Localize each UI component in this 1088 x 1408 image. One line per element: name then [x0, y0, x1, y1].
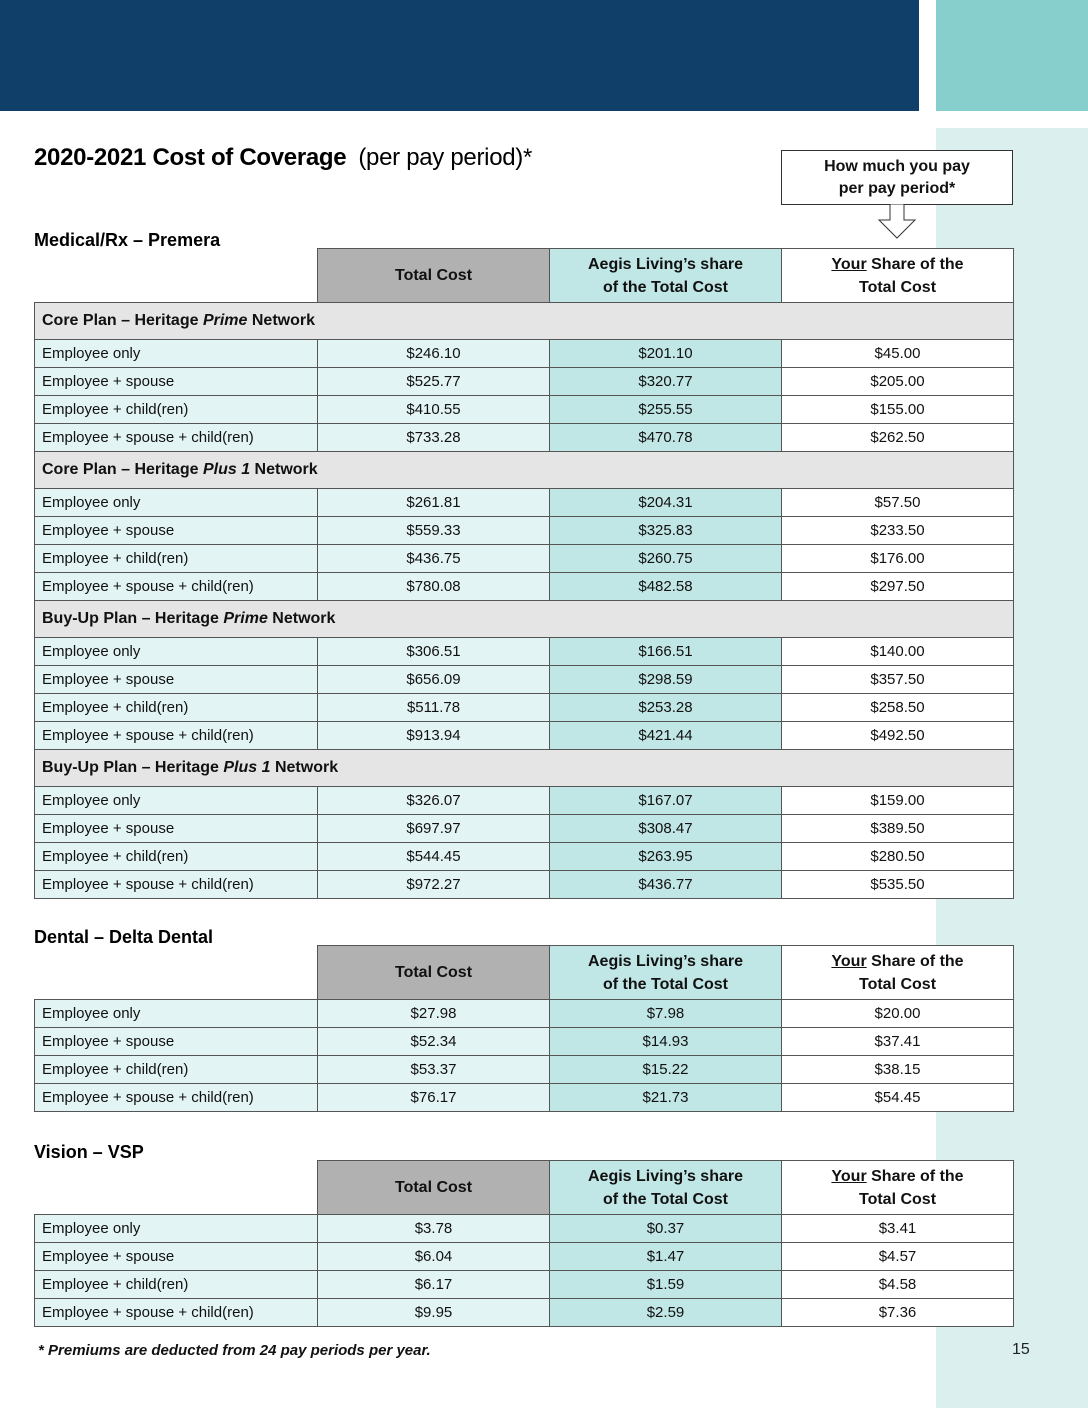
table-row — [35, 666, 1014, 694]
column-header-aegis: Aegis Living’s share of the Total Cost — [550, 1161, 782, 1215]
dental-cost-table — [34, 945, 1014, 1112]
coverage-tier-cell: Employee + spouse — [35, 666, 318, 694]
total-cost-cell: $697.97 — [318, 815, 550, 843]
total-cost-cell: $656.09 — [318, 666, 550, 694]
your-share-cell: $4.58 — [782, 1271, 1014, 1299]
plan-group-label: Buy-Up Plan – Heritage Prime Network — [35, 601, 1014, 638]
your-share-cell: $38.15 — [782, 1056, 1014, 1084]
coverage-tier-cell: Employee + child(ren) — [35, 1056, 318, 1084]
your-share-cell: $280.50 — [782, 843, 1014, 871]
your-share-cell: $535.50 — [782, 871, 1014, 899]
section-label-dental: Dental – Delta Dental — [34, 927, 214, 947]
your-share-cell: $37.41 — [782, 1028, 1014, 1056]
aegis-share-cell: $436.77 — [550, 871, 782, 899]
table-row — [35, 1000, 1014, 1028]
aegis-share-cell: $421.44 — [550, 722, 782, 750]
coverage-tier-cell: Employee only — [35, 340, 318, 368]
aegis-share-cell: $201.10 — [550, 340, 782, 368]
aegis-share-cell: $298.59 — [550, 666, 782, 694]
table-row — [35, 517, 1014, 545]
coverage-tier-cell: Employee + spouse + child(ren) — [35, 424, 318, 452]
header-blank — [35, 946, 318, 1000]
total-cost-cell: $6.04 — [318, 1243, 550, 1271]
column-header-aegis: Aegis Living’s share of the Total Cost — [550, 946, 782, 1000]
page-title-qualifier: (per pay period)* — [358, 144, 533, 171]
your-share-cell: $54.45 — [782, 1084, 1014, 1112]
aegis-share-cell: $1.47 — [550, 1243, 782, 1271]
column-header-your: Your Share of the Total Cost — [782, 1161, 1014, 1215]
aegis-share-cell: $15.22 — [550, 1056, 782, 1084]
plan-group-row — [35, 452, 1014, 489]
your-share-cell: $233.50 — [782, 517, 1014, 545]
your-share-cell: $258.50 — [782, 694, 1014, 722]
table-row — [35, 1271, 1014, 1299]
table-row — [35, 722, 1014, 750]
total-cost-cell: $544.45 — [318, 843, 550, 871]
coverage-tier-cell: Employee + child(ren) — [35, 545, 318, 573]
table-row — [35, 815, 1014, 843]
total-cost-cell: $326.07 — [318, 787, 550, 815]
total-cost-cell: $972.27 — [318, 871, 550, 899]
vision-cost-table — [34, 1160, 1014, 1327]
total-cost-cell: $261.81 — [318, 489, 550, 517]
your-share-cell: $7.36 — [782, 1299, 1014, 1327]
your-share-cell: $389.50 — [782, 815, 1014, 843]
coverage-tier-cell: Employee only — [35, 638, 318, 666]
table-row — [35, 1215, 1014, 1243]
column-header-total: Total Cost — [318, 249, 550, 303]
your-share-cell: $4.57 — [782, 1243, 1014, 1271]
table-row — [35, 340, 1014, 368]
table-row — [35, 368, 1014, 396]
coverage-tier-cell: Employee + child(ren) — [35, 1271, 318, 1299]
table-row — [35, 424, 1014, 452]
coverage-tier-cell: Employee + child(ren) — [35, 694, 318, 722]
your-share-cell: $492.50 — [782, 722, 1014, 750]
aegis-share-cell: $260.75 — [550, 545, 782, 573]
total-cost-cell: $27.98 — [318, 1000, 550, 1028]
coverage-tier-cell: Employee + spouse — [35, 1028, 318, 1056]
total-cost-cell: $9.95 — [318, 1299, 550, 1327]
table-row — [35, 787, 1014, 815]
section-label-medical: Medical/Rx – Premera — [34, 230, 221, 250]
header-blank — [35, 249, 318, 303]
total-cost-cell: $410.55 — [318, 396, 550, 424]
coverage-tier-cell: Employee + child(ren) — [35, 396, 318, 424]
coverage-tier-cell: Employee only — [35, 1215, 318, 1243]
aegis-share-cell: $167.07 — [550, 787, 782, 815]
coverage-tier-cell: Employee only — [35, 787, 318, 815]
aegis-share-cell: $263.95 — [550, 843, 782, 871]
total-cost-cell: $913.94 — [318, 722, 550, 750]
table-row — [35, 396, 1014, 424]
aegis-share-cell: $320.77 — [550, 368, 782, 396]
table-row — [35, 1084, 1014, 1112]
coverage-tier-cell: Employee + spouse — [35, 1243, 318, 1271]
column-header-total: Total Cost — [318, 946, 550, 1000]
total-cost-cell: $436.75 — [318, 545, 550, 573]
table-row — [35, 573, 1014, 601]
your-share-cell: $262.50 — [782, 424, 1014, 452]
table-row — [35, 843, 1014, 871]
aegis-share-cell: $2.59 — [550, 1299, 782, 1327]
header-blank — [35, 1161, 318, 1215]
total-cost-cell: $733.28 — [318, 424, 550, 452]
callout-box — [781, 150, 1013, 205]
coverage-tier-cell: Employee + spouse — [35, 368, 318, 396]
coverage-tier-cell: Employee + child(ren) — [35, 843, 318, 871]
column-header-your: Your Share of the Total Cost — [782, 249, 1014, 303]
arrow-down-icon — [877, 204, 917, 240]
coverage-tier-cell: Employee + spouse + child(ren) — [35, 871, 318, 899]
table-row — [35, 1299, 1014, 1327]
aegis-share-cell: $482.58 — [550, 573, 782, 601]
your-share-cell: $155.00 — [782, 396, 1014, 424]
table-row — [35, 1056, 1014, 1084]
table-row — [35, 638, 1014, 666]
table-row — [35, 1028, 1014, 1056]
your-share-cell: $357.50 — [782, 666, 1014, 694]
table-row — [35, 1243, 1014, 1271]
table-row — [35, 545, 1014, 573]
total-cost-cell: $3.78 — [318, 1215, 550, 1243]
your-share-cell: $140.00 — [782, 638, 1014, 666]
aegis-share-cell: $1.59 — [550, 1271, 782, 1299]
footnote: * Premiums are deducted from 24 pay periods per year. — [38, 1342, 431, 1359]
your-share-cell: $57.50 — [782, 489, 1014, 517]
total-cost-cell: $306.51 — [318, 638, 550, 666]
coverage-tier-cell: Employee only — [35, 489, 318, 517]
aegis-share-cell: $470.78 — [550, 424, 782, 452]
total-cost-cell: $76.17 — [318, 1084, 550, 1112]
aegis-share-cell: $21.73 — [550, 1084, 782, 1112]
header-banner — [0, 0, 919, 111]
page-number: 15 — [1012, 1341, 1030, 1358]
your-share-cell: $205.00 — [782, 368, 1014, 396]
table-row — [35, 871, 1014, 899]
page-title-main: 2020-2021 Cost of Coverage — [34, 144, 347, 171]
total-cost-cell: $53.37 — [318, 1056, 550, 1084]
total-cost-cell: $780.08 — [318, 573, 550, 601]
aegis-share-cell: $204.31 — [550, 489, 782, 517]
aegis-share-cell: $14.93 — [550, 1028, 782, 1056]
your-share-cell: $20.00 — [782, 1000, 1014, 1028]
column-header-your: Your Share of the Total Cost — [782, 946, 1014, 1000]
section-label-vision: Vision – VSP — [34, 1142, 144, 1162]
total-cost-cell: $559.33 — [318, 517, 550, 545]
plan-group-label: Core Plan – Heritage Prime Network — [35, 303, 1014, 340]
page-title — [34, 144, 532, 172]
callout-text: How much you pay per pay period* — [824, 157, 970, 197]
column-header-aegis: Aegis Living’s share of the Total Cost — [550, 249, 782, 303]
coverage-tier-cell: Employee + spouse — [35, 517, 318, 545]
medical-cost-table — [34, 248, 1014, 899]
header-accent-block — [936, 0, 1088, 111]
aegis-share-cell: $166.51 — [550, 638, 782, 666]
your-share-cell: $297.50 — [782, 573, 1014, 601]
your-share-cell: $176.00 — [782, 545, 1014, 573]
plan-group-row — [35, 303, 1014, 340]
coverage-tier-cell: Employee + spouse — [35, 815, 318, 843]
total-cost-cell: $511.78 — [318, 694, 550, 722]
total-cost-cell: $6.17 — [318, 1271, 550, 1299]
plan-group-row — [35, 601, 1014, 638]
aegis-share-cell: $325.83 — [550, 517, 782, 545]
coverage-tier-cell: Employee + spouse + child(ren) — [35, 1299, 318, 1327]
coverage-tier-cell: Employee + spouse + child(ren) — [35, 1084, 318, 1112]
your-share-cell: $159.00 — [782, 787, 1014, 815]
aegis-share-cell: $253.28 — [550, 694, 782, 722]
column-header-total: Total Cost — [318, 1161, 550, 1215]
total-cost-cell: $52.34 — [318, 1028, 550, 1056]
total-cost-cell: $525.77 — [318, 368, 550, 396]
aegis-share-cell: $7.98 — [550, 1000, 782, 1028]
plan-group-label: Core Plan – Heritage Plus 1 Network — [35, 452, 1014, 489]
coverage-tier-cell: Employee + spouse + child(ren) — [35, 722, 318, 750]
your-share-cell: $45.00 — [782, 340, 1014, 368]
coverage-tier-cell: Employee only — [35, 1000, 318, 1028]
table-row — [35, 489, 1014, 517]
your-share-cell: $3.41 — [782, 1215, 1014, 1243]
table-row — [35, 694, 1014, 722]
plan-group-row — [35, 750, 1014, 787]
aegis-share-cell: $255.55 — [550, 396, 782, 424]
aegis-share-cell: $308.47 — [550, 815, 782, 843]
aegis-share-cell: $0.37 — [550, 1215, 782, 1243]
plan-group-label: Buy-Up Plan – Heritage Plus 1 Network — [35, 750, 1014, 787]
total-cost-cell: $246.10 — [318, 340, 550, 368]
coverage-tier-cell: Employee + spouse + child(ren) — [35, 573, 318, 601]
